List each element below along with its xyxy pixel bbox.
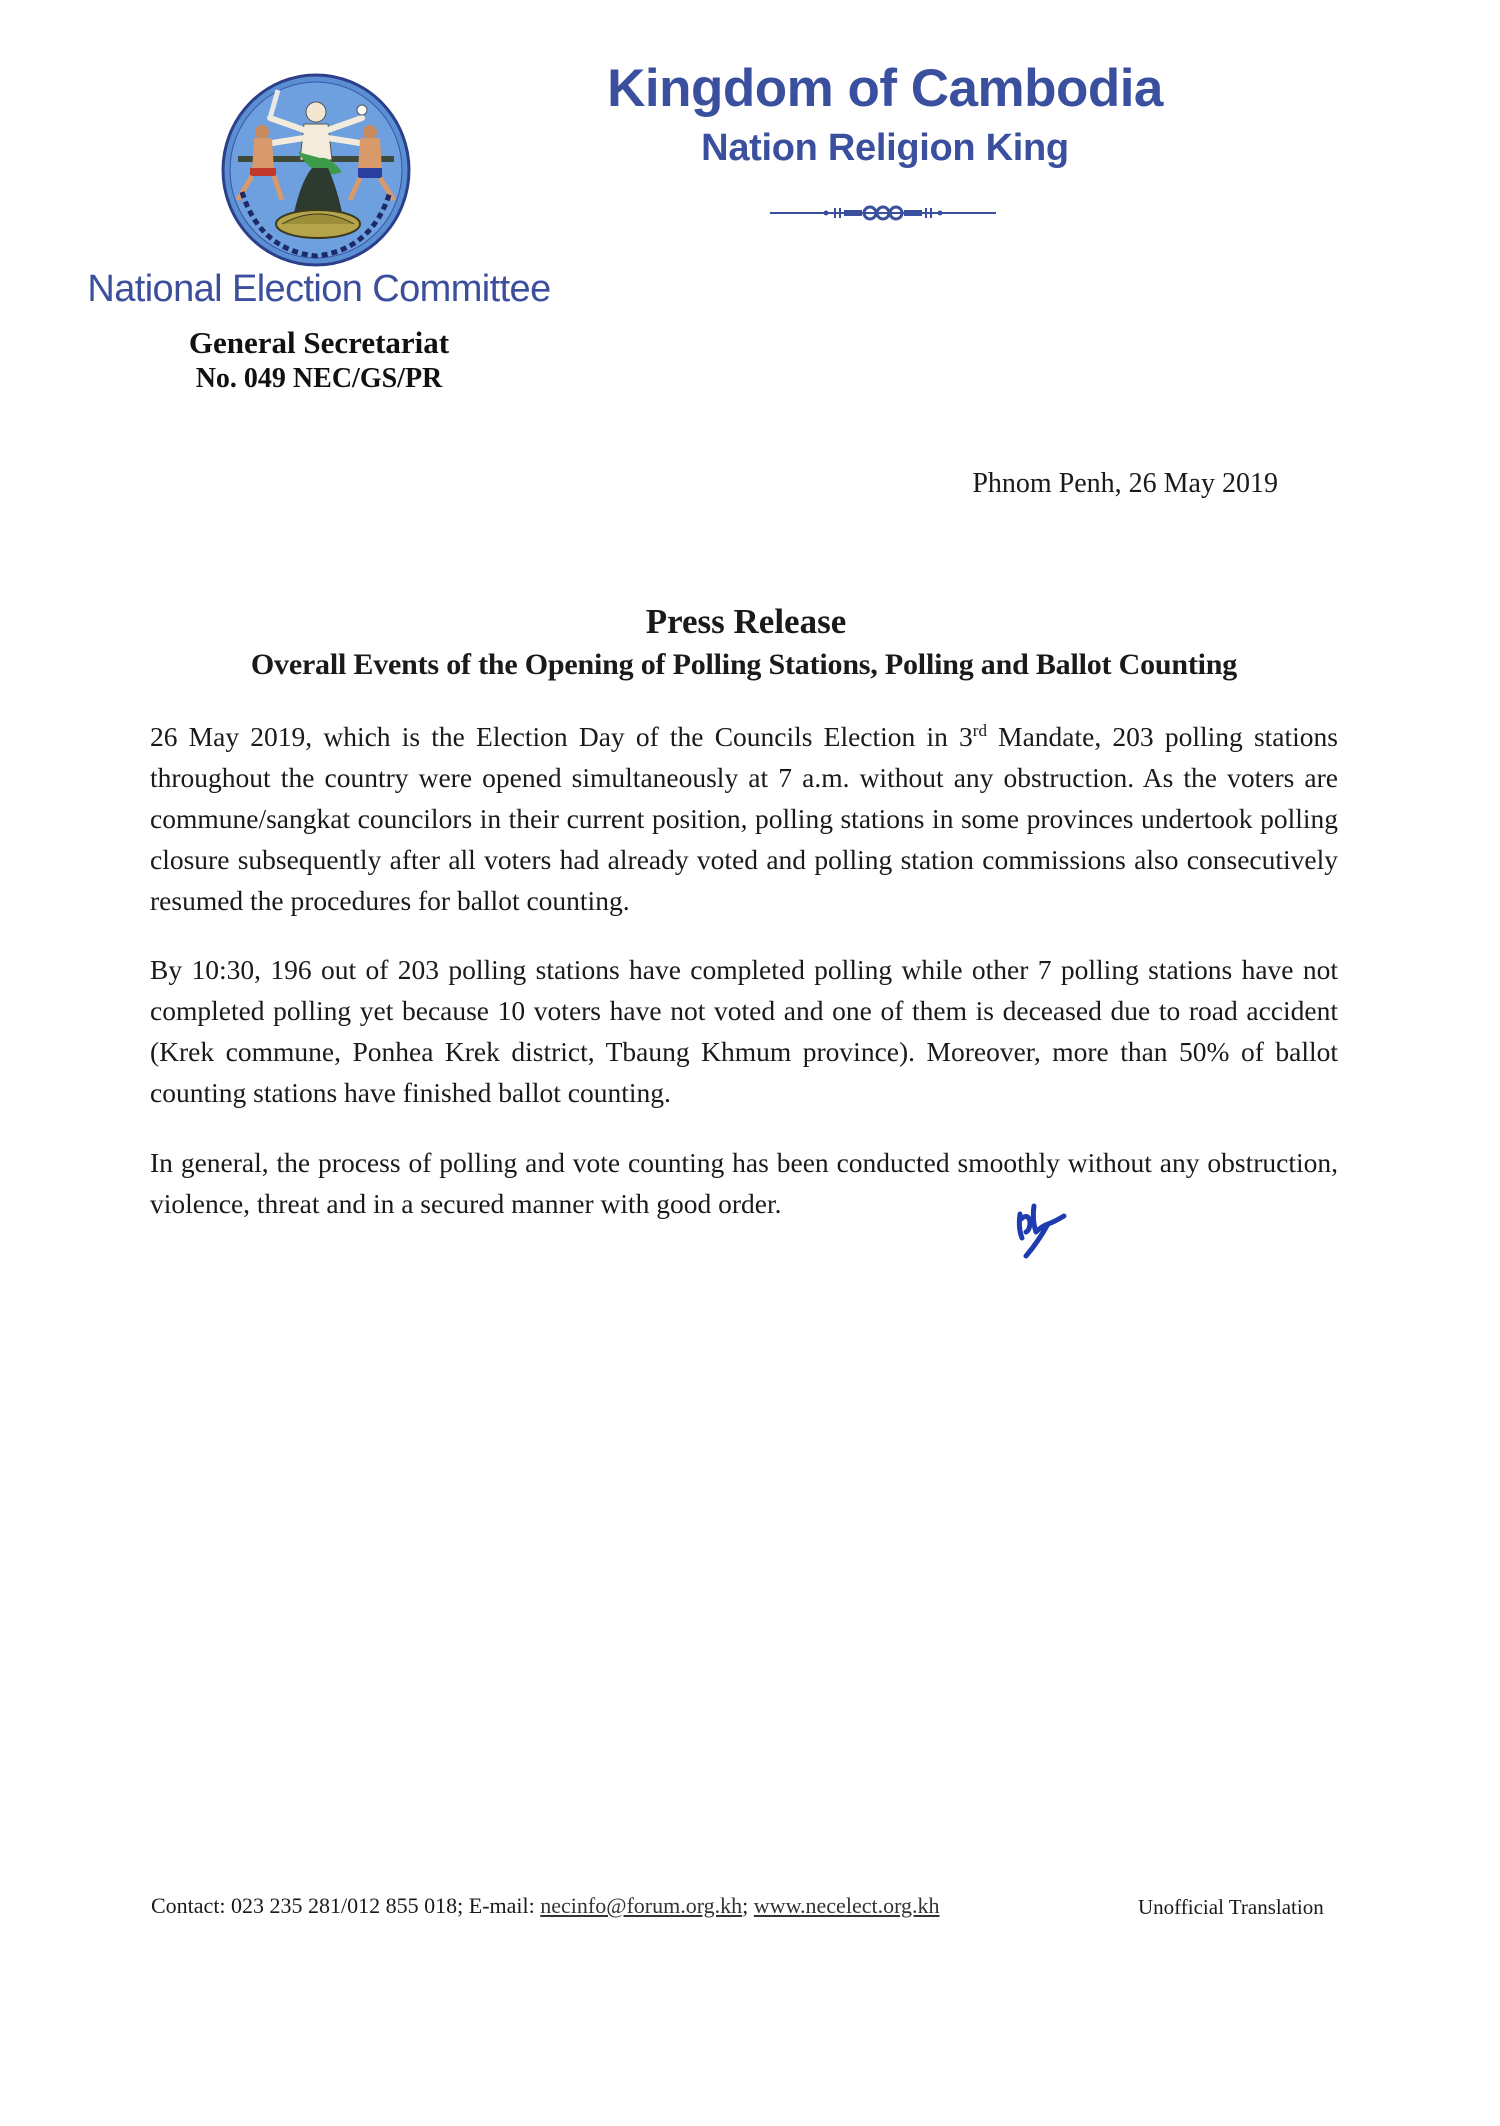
ordinal-suffix: rd bbox=[972, 721, 987, 740]
unofficial-translation-note: Unofficial Translation bbox=[1138, 1895, 1324, 1919]
body-paragraph-2: By 10:30, 196 out of 203 polling stations have completed polling while other 7 polling stations have not completed polling yet because 10 voters have not voted and one of them is deceased due to road accident (Krek commune, Ponhea Krek district, Tbaung Khmum province). Moreover, more than 50% of ballot counting stations have finished ballot counting. bbox=[150, 954, 1338, 1108]
footer-separator: ; bbox=[742, 1893, 754, 1918]
email-link[interactable]: necinfo@forum.org.kh bbox=[540, 1893, 743, 1918]
date-line: Phnom Penh, 26 May 2019 bbox=[972, 468, 1278, 499]
department-name: General Secretariat bbox=[188, 325, 450, 360]
press-release-subtitle: Overall Events of the Opening of Polling Stations, Polling and Ballot Counting bbox=[250, 648, 1238, 681]
country-heading: Kingdom of Cambodia bbox=[607, 59, 1163, 118]
p1-text-start: 26 May 2019, which is the Election Day of the Councils Election in 3 bbox=[150, 721, 973, 752]
press-release-title: Press Release bbox=[645, 602, 847, 641]
contact-footer bbox=[151, 1893, 940, 1919]
website-link[interactable]: www.necelect.org.kh bbox=[753, 1893, 940, 1918]
body-paragraph-3: In general, the process of polling and vote counting has been conducted smoothly without any obstruction, violence, threat and in a secured manner with good order. bbox=[150, 1147, 1338, 1219]
national-motto: Nation Religion King bbox=[701, 127, 1069, 169]
contact-phone-text: Contact: 023 235 281/012 855 018; E-mail: bbox=[151, 1893, 541, 1918]
document-number: No. 049 NEC/GS/PR bbox=[195, 363, 443, 394]
p1-text-end: Mandate, 203 polling stations throughout the country were opened simultaneously at 7 a.m. without any obstruction. As the voters are commune/sangkat councilors in their current position, polling stations in some provinces undertook polling closure subsequently after all voters had already voted and polling station commissions also consecutively resumed the procedures for ballot counting. bbox=[150, 721, 1338, 916]
body-paragraph-1 bbox=[150, 716, 1338, 921]
initials-signature bbox=[1008, 1198, 1080, 1262]
nec-emblem-logo bbox=[220, 72, 412, 268]
organization-name: National Election Committee bbox=[87, 268, 551, 310]
ornament-divider-icon bbox=[770, 202, 996, 224]
